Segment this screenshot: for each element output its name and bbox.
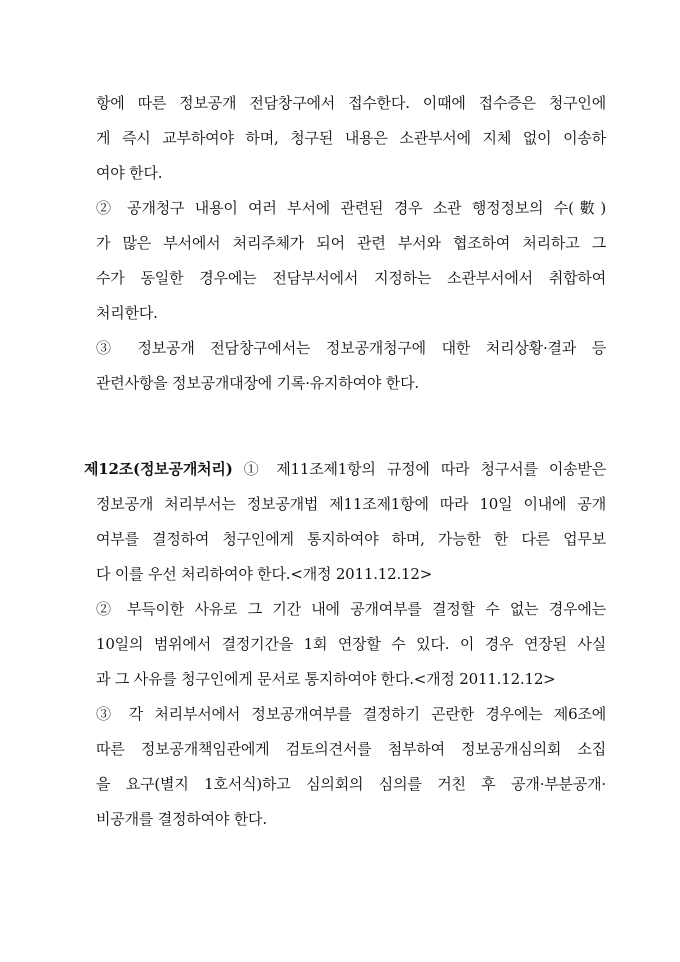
text-line: ② 공개청구 내용이 여러 부서에 관련된 경우 소관 행정정보의 수(數) (96, 199, 606, 217)
text-line: ② 부득이한 사유로 그 기간 내에 공개여부를 결정할 수 없는 경우에는 (96, 600, 606, 618)
text-line: 10일의 범위에서 결정기간을 1회 연장할 수 있다. 이 경우 연장된 사실 (96, 635, 606, 653)
text-line: 처리한다. (96, 304, 158, 322)
text-line: 여부를 결정하여 청구인에게 통지하여야 하며, 가능한 한 다른 업무보 (96, 530, 606, 548)
text-line: 수가 동일한 경우에는 전담부서에서 지정하는 소관부서에서 취합하여 (96, 269, 606, 287)
text-line: 관련사항을 정보공개대장에 기록·유지하여야 한다. (96, 374, 419, 392)
article-first-line-text: ① 제11조제1항의 규정에 따라 청구서를 이송받은 (232, 460, 606, 478)
text-line: 여야 한다. (96, 164, 163, 182)
text-line: 과 그 사유를 청구인에게 문서로 통지하여야 한다.<개정 2011.12.12> (96, 670, 556, 688)
text-line: 게 즉시 교부하여야 하며, 청구된 내용은 소관부서에 지체 없이 이송하 (96, 129, 606, 147)
text-line: 따른 정보공개책임관에게 검토의견서를 첨부하여 정보공개심의회 소집 (96, 740, 606, 758)
text-line: 가 많은 부서에서 처리주체가 되어 관련 부서와 협조하여 처리하고 그 (96, 234, 606, 252)
text-line: ③ 정보공개 전담창구에서는 정보공개청구에 대한 처리상황·결과 등 (96, 339, 606, 357)
text-line: 항에 따른 정보공개 전담창구에서 접수한다. 이때에 접수증은 청구인에 (96, 94, 606, 112)
text-line: 비공개를 결정하여야 한다. (96, 810, 267, 828)
text-line: ③ 각 처리부서에서 정보공개여부를 결정하기 곤란한 경우에는 제6조에 (96, 705, 606, 723)
article-heading: 제12조(정보공개처리) (84, 460, 233, 478)
text-line: 다 이를 우선 처리하여야 한다.<개정 2011.12.12> (96, 565, 433, 583)
article-12-first-line (84, 459, 606, 479)
text-line: 을 요구(별지 1호서식)하고 심의회의 심의를 거친 후 공개·부분공개· (96, 775, 606, 793)
text-line: 정보공개 처리부서는 정보공개법 제11조제1항에 따라 10일 이내에 공개 (96, 495, 606, 513)
